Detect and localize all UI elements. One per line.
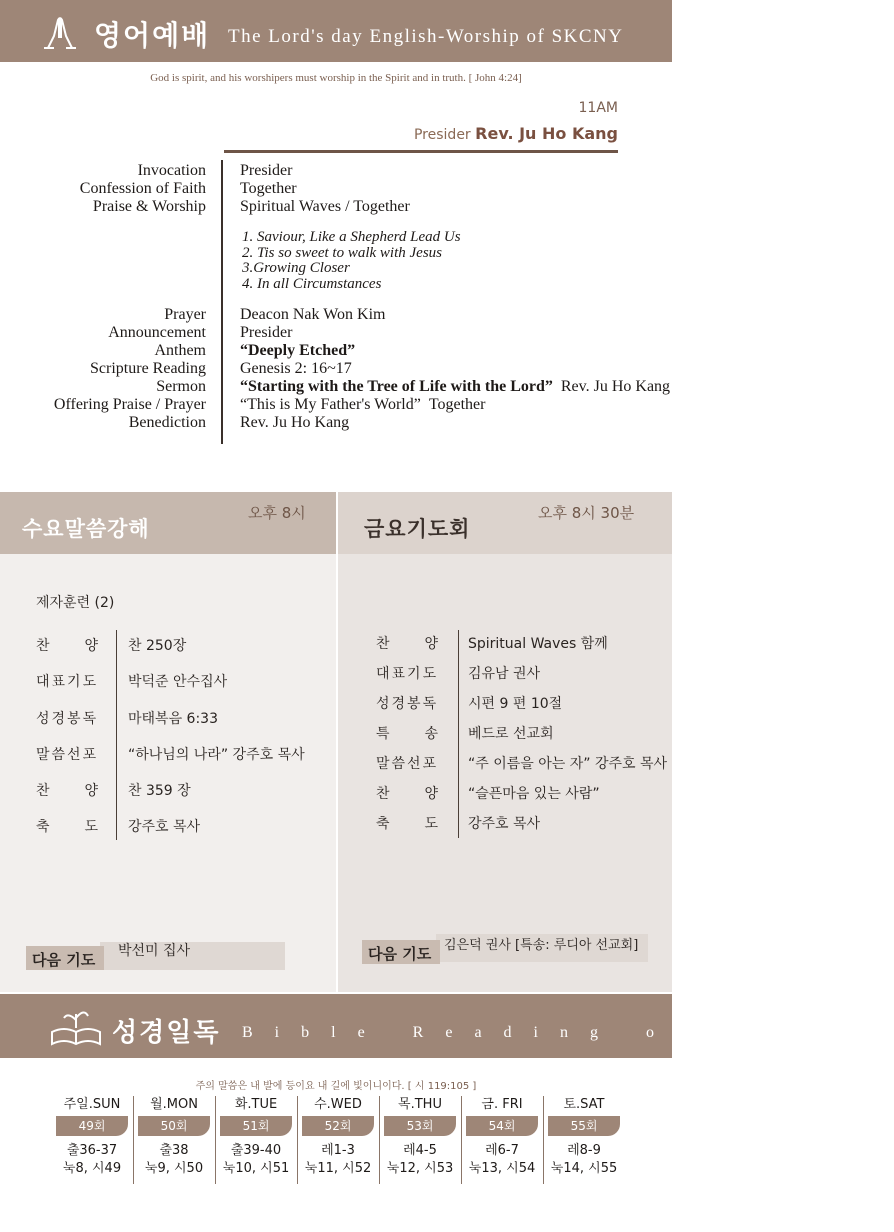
friday-row-value: 김유남 권사 xyxy=(468,666,541,682)
wednesday-row-value: 마태복음 6:33 xyxy=(128,711,218,727)
order-item: Prayer xyxy=(164,306,206,323)
round-badge: 51회 xyxy=(220,1116,292,1136)
order-divider xyxy=(221,160,223,444)
order-item: Anthem xyxy=(154,342,206,359)
friday-row-value: 시편 9 편 10절 xyxy=(468,696,563,712)
reading-1: 출39-40 xyxy=(230,1143,282,1158)
day-column xyxy=(544,1094,624,1178)
friday-row-value: “주 이름을 아는 자” 강주호 목사 xyxy=(468,756,668,772)
order-detail-row xyxy=(240,396,485,414)
order-detail: Together xyxy=(240,180,297,197)
order-item: Sermon xyxy=(156,378,206,395)
header-title-korean: 영어예배 xyxy=(94,19,211,52)
service-time: 11AM xyxy=(578,100,618,116)
friday-next-label: 다음 기도 xyxy=(362,940,440,964)
presider-name: Rev. Ju Ho Kang xyxy=(475,124,618,143)
wednesday-time: 오후 8시 xyxy=(248,504,306,522)
friday-row-value: 베드로 선교회 xyxy=(468,726,554,742)
wednesday-row-value: 찬 250장 xyxy=(128,638,187,654)
wednesday-row-value: 박덕준 안수집사 xyxy=(128,674,228,690)
friday-row-label: 찬 양 xyxy=(376,636,440,652)
header-title-english: The Lord's day English-Worship of SKCNY xyxy=(228,26,624,47)
friday-row-value: 강주호 목사 xyxy=(468,816,541,832)
order-item: Benediction xyxy=(128,414,206,431)
wednesday-row-value: 찬 359 장 xyxy=(128,783,191,799)
day-name: 화.TUE xyxy=(234,1097,278,1112)
wednesday-subtitle: 제자훈련 (2) xyxy=(36,595,115,611)
hymn-item: 3.Growing Closer xyxy=(242,260,350,276)
order-detail: Spiritual Waves / Together xyxy=(240,198,410,215)
friday-row-value: Spiritual Waves 함께 xyxy=(468,636,608,652)
wednesday-row-label: 성경봉독 xyxy=(36,711,99,727)
reading-1: 레6-7 xyxy=(485,1143,519,1158)
friday-row-label: 대표기도 xyxy=(376,666,439,682)
reading-1: 레1-3 xyxy=(321,1143,355,1158)
hymn-item: 1. Saviour, Like a Shepherd Lead Us xyxy=(242,229,461,245)
friday-title: 금요기도회 xyxy=(364,517,471,541)
hymn-item: 4. In all Circumstances xyxy=(242,276,382,292)
day-name: 토.SAT xyxy=(563,1097,605,1112)
friday-row-value: “슬픈마음 있는 사람” xyxy=(468,786,600,802)
reading-1: 출36-37 xyxy=(66,1143,118,1158)
reading-2: 눅8, 시49 xyxy=(62,1161,122,1176)
reading-2: 눅12, 시53 xyxy=(386,1161,454,1176)
friday-row-label: 말씀선포 xyxy=(376,756,439,772)
order-item: Praise & Worship xyxy=(92,198,206,215)
wednesday-divider xyxy=(116,630,117,840)
open-bible-icon xyxy=(48,1006,104,1050)
wednesday-row-value: 강주호 목사 xyxy=(128,819,201,835)
order-detail: Rev. Ju Ho Kang xyxy=(240,414,350,431)
sermon-title: “Starting with the Tree of Life with the Lord” xyxy=(240,378,553,395)
order-detail: Presider xyxy=(240,324,293,341)
praying-hands-icon xyxy=(40,12,80,52)
wednesday-row-label: 대표기도 xyxy=(36,674,99,690)
order-item: Invocation xyxy=(137,162,206,179)
reading-1: 레8-9 xyxy=(567,1143,601,1158)
offering-leader: Together xyxy=(428,396,486,413)
wednesday-row-label: 축 도 xyxy=(36,819,100,835)
order-detail: “Deeply Etched” xyxy=(240,342,356,359)
wednesday-row-value: “하나님의 나라” 강주호 목사 xyxy=(128,747,305,763)
reading-2: 눅14, 시55 xyxy=(550,1161,618,1176)
order-item: Scripture Reading xyxy=(90,360,206,377)
round-badge: 49회 xyxy=(56,1116,128,1136)
order-item: Confession of Faith xyxy=(79,180,206,197)
round-badge: 53회 xyxy=(384,1116,456,1136)
wednesday-row-label: 찬 양 xyxy=(36,783,100,799)
sermon-preacher: Rev. Ju Ho Kang xyxy=(560,378,671,395)
day-name: 금. FRI xyxy=(481,1097,523,1112)
friday-next-value: 김은덕 권사 [특송: 루디아 선교회] xyxy=(444,938,639,953)
bible-title-english: Bible Reading of SKCNY xyxy=(242,1024,894,1041)
reading-2: 눅11, 시52 xyxy=(304,1161,372,1176)
wednesday-title: 수요말씀강해 xyxy=(22,517,150,541)
wednesday-row-label: 찬 양 xyxy=(36,638,100,654)
bible-title-korean: 성경일독 xyxy=(112,1018,221,1048)
friday-divider xyxy=(458,630,459,838)
order-detail: Presider xyxy=(240,162,293,179)
day-name: 월.MON xyxy=(150,1097,198,1112)
reading-2: 눅10, 시51 xyxy=(222,1161,290,1176)
order-detail-row xyxy=(240,378,670,396)
wednesday-panel xyxy=(0,492,336,992)
reading-2: 눅13, 시54 xyxy=(468,1161,536,1176)
round-badge: 54회 xyxy=(466,1116,538,1136)
friday-row-label: 축 도 xyxy=(376,816,440,832)
day-column xyxy=(462,1094,542,1178)
round-badge: 55회 xyxy=(548,1116,620,1136)
wednesday-next-label: 다음 기도 xyxy=(26,946,104,970)
round-badge: 52회 xyxy=(302,1116,374,1136)
day-name: 수.WED xyxy=(314,1097,362,1112)
order-item: Offering Praise / Prayer xyxy=(53,396,206,413)
day-column xyxy=(216,1094,296,1178)
reading-1: 출38 xyxy=(159,1143,189,1158)
day-column xyxy=(52,1094,132,1178)
presider-line xyxy=(414,124,618,143)
offering-hymn: “This is My Father's World” xyxy=(240,396,421,413)
day-name: 목.THU xyxy=(398,1097,442,1112)
hymn-item: 2. Tis so sweet to walk with Jesus xyxy=(242,245,443,261)
day-column xyxy=(298,1094,378,1178)
round-badge: 50회 xyxy=(138,1116,210,1136)
day-column xyxy=(134,1094,214,1178)
friday-row-label: 찬 양 xyxy=(376,786,440,802)
header-verse: God is spirit, and his worshipers must worship in the Spirit and in truth. [ John 4:24] xyxy=(150,72,522,84)
wednesday-next-value: 박선미 집사 xyxy=(118,943,191,959)
day-name: 주일.SUN xyxy=(63,1097,121,1112)
bible-verse: 주의 말씀은 내 발에 등이요 내 길에 빛이니이다. [ 시 119:105 ] xyxy=(195,1081,477,1092)
presider-divider xyxy=(224,150,618,153)
order-item: Announcement xyxy=(108,324,206,341)
reading-1: 레4-5 xyxy=(403,1143,437,1158)
day-column xyxy=(380,1094,460,1178)
wednesday-row-label: 말씀선포 xyxy=(36,747,99,763)
order-detail: Deacon Nak Won Kim xyxy=(240,306,386,323)
friday-time: 오후 8시 30분 xyxy=(538,504,635,522)
order-detail: Genesis 2: 16~17 xyxy=(240,360,352,377)
friday-row-label: 성경봉독 xyxy=(376,696,439,712)
reading-2: 눅9, 시50 xyxy=(144,1161,204,1176)
friday-row-label: 특 송 xyxy=(376,726,440,742)
presider-label: Presider xyxy=(413,127,471,143)
